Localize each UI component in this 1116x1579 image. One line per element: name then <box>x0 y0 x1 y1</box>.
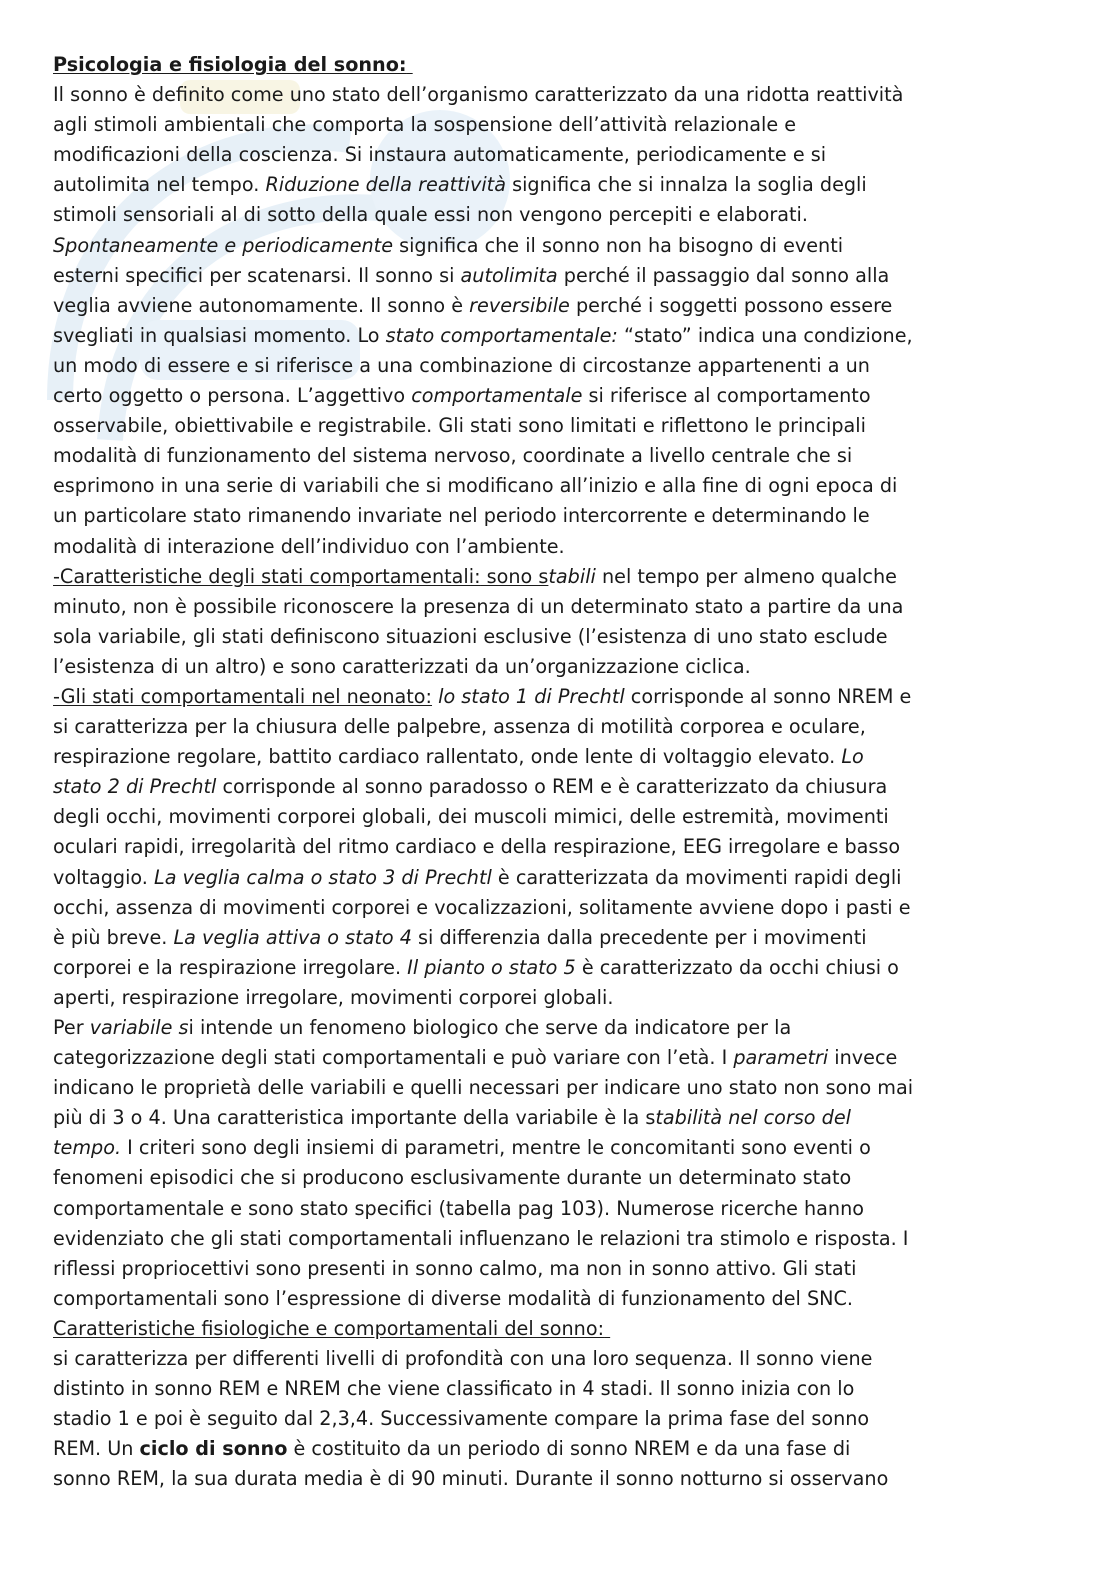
text-line: osservabile, obiettivabile e registrabile. Gli stati sono limitati e riflettono le principali <box>53 414 866 438</box>
text-line: aperti, respirazione irregolare, movimenti corporei globali. <box>53 985 614 1009</box>
text-line: Per variabile si intende un fenomeno biologico che serve da indicatore per la <box>53 1016 792 1039</box>
section-characteristics-line: -Caratteristiche degli stati comportamentali: sono stabili nel tempo per almeno qualche <box>53 564 897 588</box>
document-title: Psicologia e fisiologia del sonno: <box>53 53 407 76</box>
text-line: minuto, non è possibile riconoscere la presenza di un determinato stato a partire da una <box>53 594 904 618</box>
text-line: occhi, assenza di movimenti corporei e vocalizzazioni, solitamente avviene dopo i pasti e <box>53 895 911 919</box>
text-line: comportamentale e sono stato specifici (tabella pag 103). Numerose ricerche hanno <box>53 1196 864 1220</box>
text-line: REM. Un ciclo di sonno è costituito da un periodo di sonno NREM e da una fase di <box>53 1437 851 1461</box>
section-heading: -Caratteristiche degli stati comportamentali: <box>53 564 481 588</box>
text-line: più di 3 o 4. Una caratteristica importante della variabile è la stabilità nel corso del <box>53 1106 851 1130</box>
text-line: è più breve. La veglia attiva o stato 4 si differenzia dalla precedente per i movimenti <box>53 925 867 949</box>
text-line: stimoli sensoriali al di sotto della quale essi non vengono percepiti e elaborati. <box>53 203 808 227</box>
section-heading: -Gli stati comportamentali nel neonato: <box>53 684 433 708</box>
text-line: stato 2 di Prechtl corrisponde al sonno paradosso o REM e è caratterizzato da chiusura <box>53 775 888 799</box>
text-line: si caratterizza per differenti livelli di profondità con una loro sequenza. Il sonno viene <box>53 1347 873 1371</box>
text-line: si caratterizza per la chiusura delle palpebre, assenza di motilità corporea e oculare, <box>53 715 866 739</box>
text-line: veglia avviene autonomamente. Il sonno è reversibile perché i soggetti possono essere <box>53 293 893 317</box>
text-line: esterni specifici per scatenarsi. Il sonno si autolimita perché il passaggio dal sonno alla <box>53 263 890 287</box>
text-line: un modo di essere e si riferisce a una combinazione di circostanze appartenenti a un <box>53 353 870 377</box>
text-line: modalità di interazione dell’individuo con l’ambiente. <box>53 534 565 558</box>
text-line: sola variabile, gli stati definiscono situazioni esclusive (l’esistenza di uno stato esclude <box>53 624 888 648</box>
text-line: categorizzazione degli stati comportamentali e può variare con l’età. I parametri invece <box>53 1046 898 1070</box>
text-line: comportamentali sono l’espressione di diverse modalità di funzionamento del SNC. <box>53 1286 854 1310</box>
text-line: Il sonno è definito come uno stato dell’organismo caratterizzato da una ridotta reattività <box>53 83 904 107</box>
text-line: svegliati in qualsiasi momento. Lo stato comportamentale: “stato” indica una condizione, <box>53 323 913 347</box>
text-line: certo oggetto o persona. L’aggettivo comportamentale si riferisce al comportamento <box>53 384 871 408</box>
text-line: agli stimoli ambientali che comporta la sospensione dell’attività relazionale e <box>53 113 797 137</box>
text-line: oculari rapidi, irregolarità del ritmo cardiaco e della respirazione, EEG irregolare e basso <box>53 835 901 859</box>
text-line: modalità di funzionamento del sistema nervoso, coordinate a livello centrale che si <box>53 444 853 468</box>
text-line: autolimita nel tempo. Riduzione della reattività significa che si innalza la soglia degli <box>53 173 867 197</box>
section-heading: Caratteristiche fisiologiche e comportamentali del sonno: <box>53 1316 605 1340</box>
text-line: tempo. I criteri sono degli insiemi di parametri, mentre le concomitanti sono eventi o <box>53 1136 871 1160</box>
text-line: esprimono in una serie di variabili che si modificano all’inizio e alla fine di ogni epoca di <box>53 474 898 498</box>
text-line: un particolare stato rimanendo invariate nel periodo intercorrente e determinando le <box>53 504 870 528</box>
text-line: corporei e la respirazione irregolare. Il pianto o stato 5 è caratterizzato da occhi chiusi o <box>53 955 899 979</box>
text-line: stadio 1 e poi è seguito dal 2,3,4. Successivamente compare la prima fase del sonno <box>53 1407 870 1431</box>
title-line <box>53 50 1063 80</box>
text-line: voltaggio. La veglia calma o stato 3 di Prechtl è caratterizzata da movimenti rapidi degli <box>53 865 902 889</box>
document-page <box>53 50 1063 1495</box>
section-newborn-line: -Gli stati comportamentali nel neonato: lo stato 1 di Prechtl corrisponde al sonno NREM e <box>53 684 912 708</box>
text-line: evidenziato che gli stati comportamentali influenzano le relazioni tra stimolo e risposta. I <box>53 1226 909 1250</box>
text-line: respirazione regolare, battito cardiaco rallentato, onde lente di voltaggio elevato. Lo <box>53 745 864 769</box>
text-line: distinto in sonno REM e NREM che viene classificato in 4 stadi. Il sonno inizia con lo <box>53 1377 855 1401</box>
text-line: riflessi propriocettivi sono presenti in sonno calmo, ma non in sonno attivo. Gli stati <box>53 1256 857 1280</box>
text-line: sonno REM, la sua durata media è di 90 minuti. Durante il sonno notturno si osservano <box>53 1467 889 1491</box>
text-line: l’esistenza di un altro) e sono caratterizzati da un’organizzazione ciclica. <box>53 654 751 678</box>
text-line: degli occhi, movimenti corporei globali, dei muscoli mimici, delle estremità, movimenti <box>53 805 889 829</box>
text-line: modificazioni della coscienza. Si instaura automaticamente, periodicamente e si <box>53 143 827 167</box>
text-line: Spontaneamente e periodicamente significa che il sonno non ha bisogno di eventi <box>53 233 844 257</box>
section-physiology-line <box>53 1314 1063 1344</box>
text-line: indicano le proprietà delle variabili e quelli necessari per indicare uno stato non sono mai <box>53 1076 914 1100</box>
text-line: fenomeni episodici che si producono esclusivamente durante un determinato stato <box>53 1166 852 1190</box>
